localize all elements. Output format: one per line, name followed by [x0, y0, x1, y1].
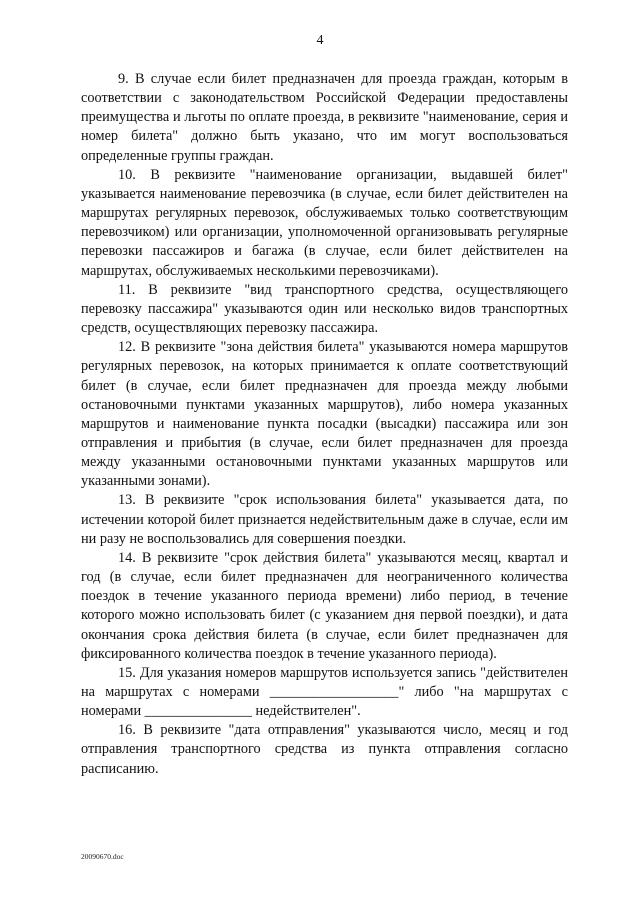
paragraph-13: 13. В реквизите "срок использования билета" указывается дата, по истечении которой билет признается недействительным даже в случае, если им ни разу не воспользовались для совершения поездки.	[81, 492, 568, 547]
paragraph-14: 14. В реквизите "срок действия билета" указываются месяц, квартал и год (в случае, если билет предназначен для неограниченного количества поездок в течение указанного периода времени) либо период, в течение которого можно использовать билет (с указанием дня первой поездки), и дата окончания срока действия билета (в случае, если билет предназначен для фиксированного количества поездок в течение указанного периода).	[81, 549, 568, 662]
document-body	[81, 70, 568, 779]
paragraph-9: 9. В случае если билет предназначен для проезда граждан, которым в соответствии с законодательством Российской Федерации предоставлены преимущества и льготы по оплате проезда, в реквизите "наименование, серия и номер билета" должно быть указано, что им могут воспользоваться определенные группы граждан.	[81, 71, 568, 164]
footer-filename: 20090670.doc	[81, 852, 124, 861]
paragraph-16: 16. В реквизите "дата отправления" указываются число, месяц и год отправления транспортного средства из пункта отправления согласно расписанию.	[81, 722, 568, 777]
paragraph-15: 15. Для указания номеров маршрутов используется запись "действителен на маршрутах с номерами __________________" либо "на маршрутах с номерами _______________ недействителен".	[81, 664, 568, 720]
paragraph-11: 11. В реквизите "вид транспортного средства, осуществляющего перевозку пассажира" указываются один или несколько видов транспортных средств, осуществляющих перевозку пассажира.	[81, 281, 568, 337]
paragraph-10: 10. В реквизите "наименование организации, выдавшей билет" указывается наименование перевозчика (в случае, если билет действителен на маршрутах регулярных перевозок, обслуживаемых только соответствующим перевозчиком) или организации, уполномоченной организовывать регулярные перевозки пассажиров и багажа (в случае, если билет действителен на маршрутах, обслуживаемых несколькими перевозчиками).	[81, 166, 568, 279]
page-number: 4	[316, 33, 324, 48]
paragraph-12: 12. В реквизите "зона действия билета" указываются номера маршрутов регулярных перевозок, на которых принимается к оплате соответствующий билет (в случае, если билет предназначен для проезда между любыми остановочными пунктами указанных маршрутов), либо номера указанных маршрутов и наименование пункта посадки (высадки) пассажира или зон отправления и прибытия (в случае, если билет предназначен для проезда между указанными остановочными пунктами указанных маршрутов или указанными зонами).	[81, 339, 568, 490]
